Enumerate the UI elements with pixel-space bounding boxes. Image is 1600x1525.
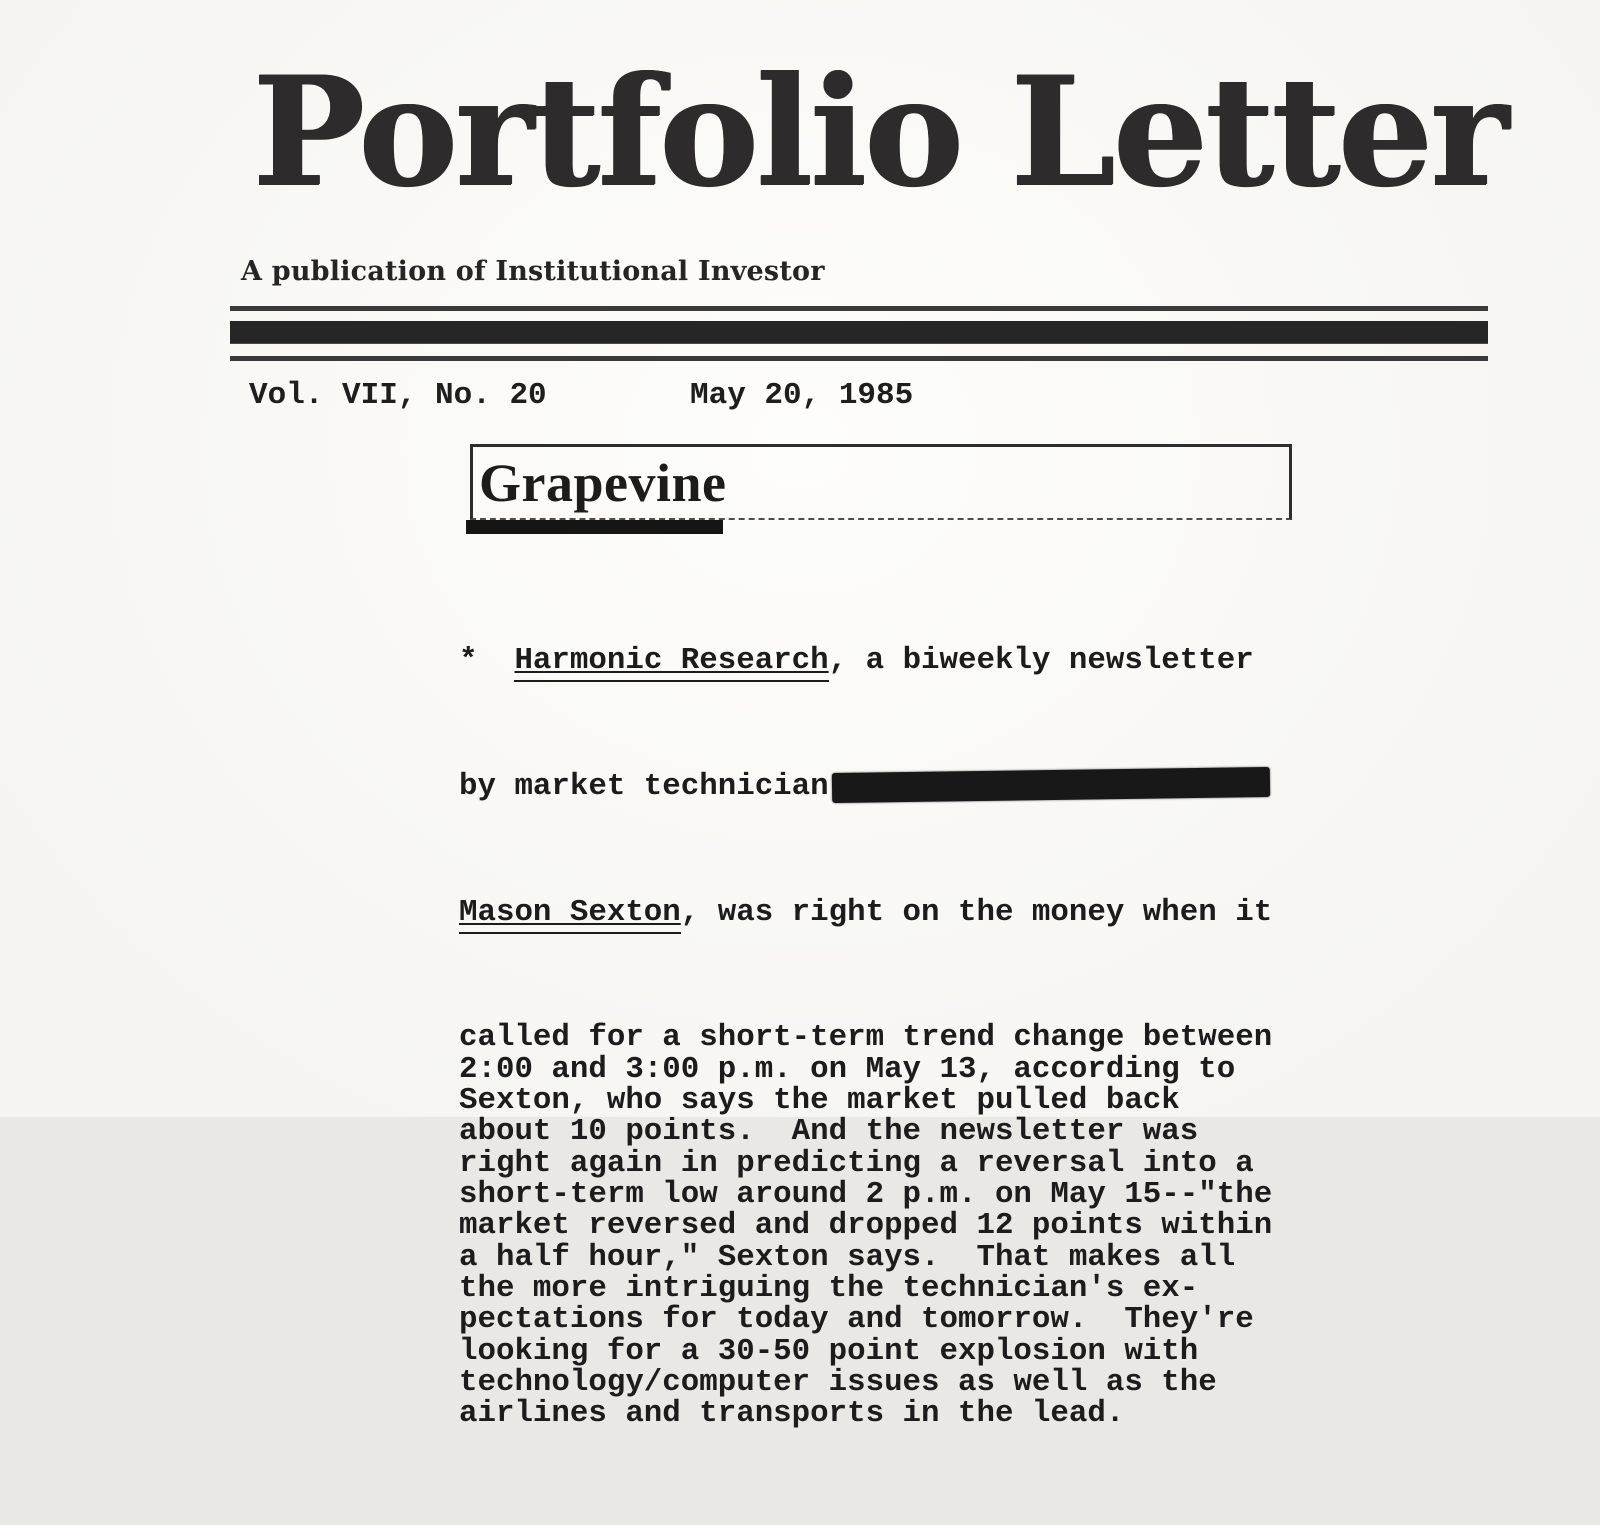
article-bullet: * bbox=[459, 643, 515, 679]
article-line: a half hour," Sexton says. That makes all bbox=[459, 1239, 1236, 1275]
article-body bbox=[459, 551, 1299, 1524]
article-line: 2:00 and 3:00 p.m. on May 13, according to bbox=[459, 1051, 1236, 1087]
article-line3-rest: , was right on the money when it bbox=[680, 894, 1273, 930]
article-line: called for a short-term trend change between bbox=[459, 1020, 1273, 1056]
rule-thin-top bbox=[230, 306, 1488, 311]
article-line: market reversed and dropped 12 points within bbox=[459, 1208, 1273, 1244]
article-line: technology/computer issues as well as the bbox=[459, 1364, 1217, 1400]
article-line bbox=[459, 894, 1299, 930]
grapevine-underline-bar bbox=[466, 520, 723, 534]
grapevine-heading: Grapevine bbox=[479, 453, 727, 513]
redaction-bar bbox=[831, 767, 1269, 803]
article-line: pectations for today and tomorrow. They're bbox=[459, 1302, 1254, 1338]
article-line1-rest: , a biweekly newsletter bbox=[828, 643, 1254, 679]
issue-date: May 20, 1985 bbox=[690, 378, 914, 413]
rule-thick bbox=[230, 321, 1488, 343]
article-line: right again in predicting a reversal into a bbox=[459, 1145, 1254, 1181]
article-line2-text: by market technician bbox=[459, 769, 829, 805]
article-underlined-harmonic-research: Harmonic Research bbox=[514, 643, 828, 682]
issue-volume: Vol. VII, No. 20 bbox=[249, 378, 547, 413]
article-underlined-mason-sexton: Mason Sexton bbox=[459, 895, 681, 934]
article-line: airlines and transports in the lead. bbox=[459, 1396, 1125, 1432]
masthead-title: Portfolio Letter bbox=[252, 44, 1506, 220]
article-line: Sexton, who says the market pulled back bbox=[459, 1082, 1180, 1118]
masthead-tagline: A publication of Institutional Investor bbox=[241, 256, 825, 287]
article-lines bbox=[459, 1020, 1299, 1432]
article-line: short-term low around 2 p.m. on May 15--"the bbox=[459, 1176, 1273, 1212]
article-line bbox=[459, 643, 1299, 679]
rule-thin-bottom bbox=[230, 356, 1488, 361]
article-line: looking for a 30-50 point explosion with bbox=[459, 1333, 1199, 1369]
article-line: the more intriguing the technician's ex- bbox=[459, 1270, 1199, 1306]
article-line bbox=[459, 769, 1299, 805]
article-line: about 10 points. And the newsletter was bbox=[459, 1114, 1199, 1150]
